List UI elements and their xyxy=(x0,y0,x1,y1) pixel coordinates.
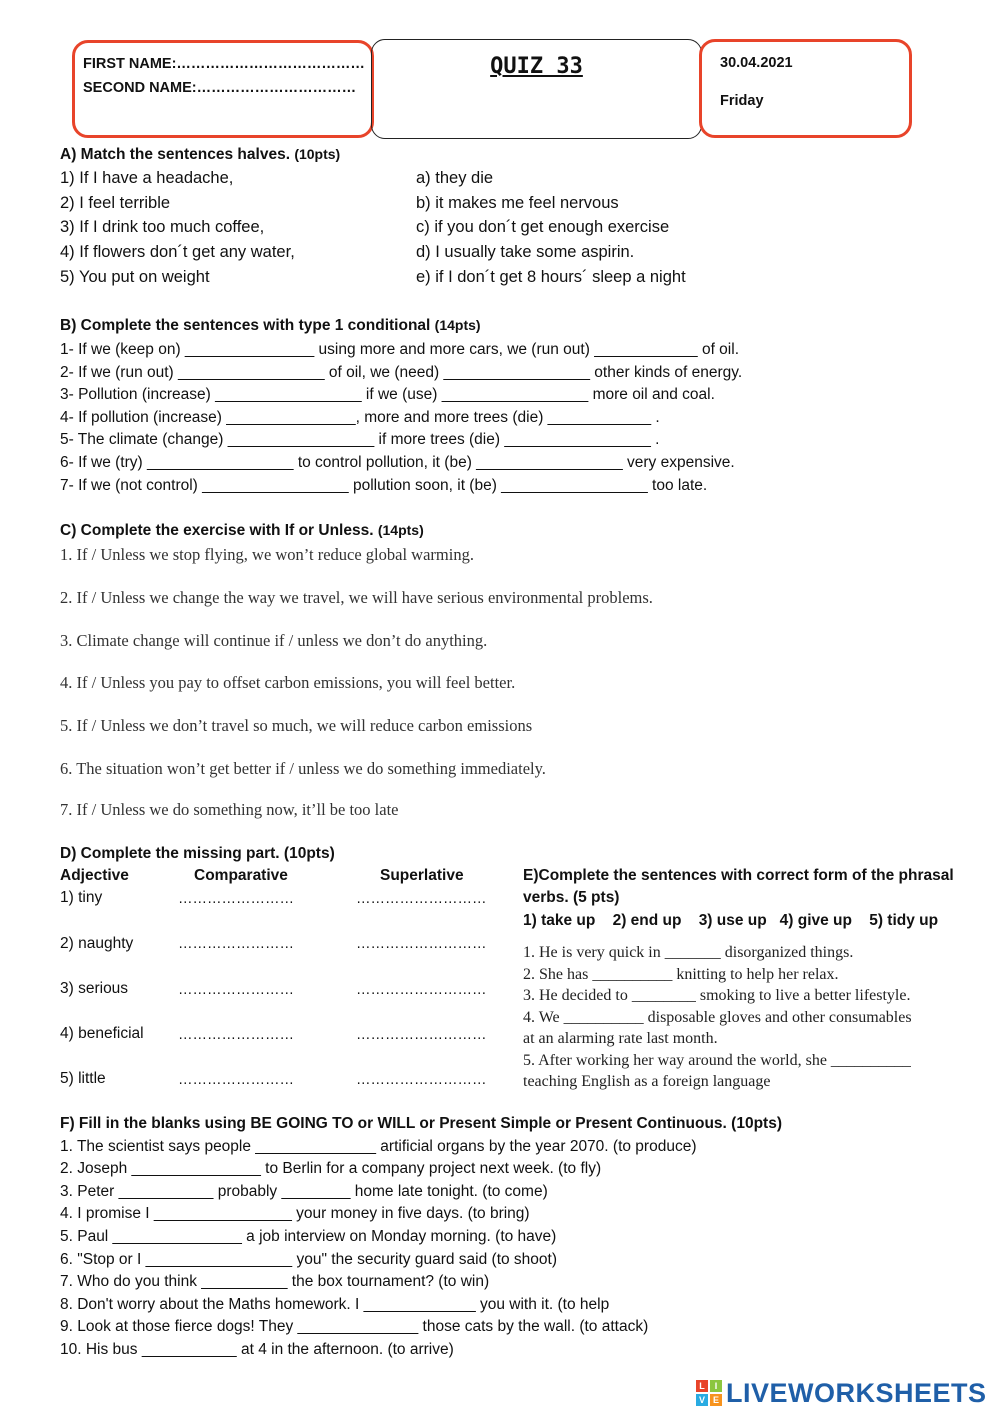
exercise-line[interactable]: 7. If / Unless we do something now, it’ll be too late xyxy=(60,800,399,819)
comparative-blank[interactable]: …………………… xyxy=(178,982,294,998)
match-left-item: 5) You put on weight xyxy=(60,268,210,286)
superlative-blank[interactable]: ……………………… xyxy=(356,891,487,907)
exercise-line[interactable]: 4. I promise I ________________ your money in five days. (to bring) xyxy=(60,1205,530,1222)
exercise-line[interactable]: 7- If we (not control) _________________ pollution soon, it (be) _________________ too late. xyxy=(60,477,708,494)
comparative-blank[interactable]: …………………… xyxy=(178,936,294,952)
exercise-line[interactable]: 7. Who do you think __________ the box tournament? (to win) xyxy=(60,1273,490,1290)
logo-tile: I xyxy=(710,1380,722,1392)
quiz-date: 30.04.2021 xyxy=(720,55,793,71)
exercise-line[interactable]: 1. He is very quick in _______ disorganized things. xyxy=(523,944,854,961)
quiz-title: QUIZ 33 xyxy=(490,54,583,79)
logo-text: LIVEWORKSHEETS xyxy=(726,1377,987,1408)
exercise-line[interactable]: 6- If we (try) _________________ to control pollution, it (be) _________________ very expensive. xyxy=(60,454,735,471)
adjective-cell: 2) naughty xyxy=(60,935,134,952)
adjective-cell: 4) beneficial xyxy=(60,1025,144,1042)
section-e-title: E)Complete the sentences with correct form of the phrasal xyxy=(523,867,954,884)
exercise-line[interactable]: 2. Joseph _______________ to Berlin for a company project next week. (to fly) xyxy=(60,1160,602,1177)
exercise-line[interactable]: 3. Climate change will continue if / unless we don’t do anything. xyxy=(60,631,488,650)
exercise-line[interactable]: 4. If / Unless you pay to offset carbon emissions, you will feel better. xyxy=(60,673,516,692)
exercise-line[interactable]: 10. His bus ___________ at 4 in the afternoon. (to arrive) xyxy=(60,1341,454,1358)
col-header-adjective: Adjective xyxy=(60,867,129,884)
match-left-item: 3) If I drink too much coffee, xyxy=(60,218,265,236)
match-left-item: 1) If I have a headache, xyxy=(60,169,234,187)
exercise-line[interactable]: 4. We __________ disposable gloves and other consumables xyxy=(523,1009,912,1026)
superlative-blank[interactable]: ……………………… xyxy=(356,982,487,998)
match-left-item: 2) I feel terrible xyxy=(60,194,171,212)
exercise-line[interactable]: 5. Paul _______________ a job interview on Monday morning. (to have) xyxy=(60,1228,557,1245)
exercise-line[interactable]: 3. He decided to ________ smoking to live a better lifestyle. xyxy=(523,987,911,1004)
col-header-comparative: Comparative xyxy=(194,867,288,884)
exercise-line[interactable]: 6. "Stop or I _________________ you" the security guard said (to shoot) xyxy=(60,1251,558,1268)
section-a-title: A) Match the sentences halves. (10pts) xyxy=(60,146,341,163)
comparative-blank[interactable]: …………………… xyxy=(178,1027,294,1043)
second-name-field[interactable]: SECOND NAME:…………………………… xyxy=(83,80,357,96)
exercise-line: at an alarming rate last month. xyxy=(523,1030,718,1047)
section-f-title: F) Fill in the blanks using BE GOING TO or WILL or Present Simple or Present Continuous. (10pts) xyxy=(60,1115,782,1132)
liveworksheets-logo[interactable] xyxy=(696,1378,987,1408)
section-b-title: B) Complete the sentences with type 1 conditional (14pts) xyxy=(60,317,481,334)
exercise-line[interactable]: 5. After working her way around the world, she __________ xyxy=(523,1052,911,1069)
adjective-cell: 3) serious xyxy=(60,980,129,997)
section-e-title-cont: verbs. (5 pts) xyxy=(523,889,620,906)
comparative-blank[interactable]: …………………… xyxy=(178,1072,294,1088)
exercise-line[interactable]: 9. Look at those fierce dogs! They ______________ those cats by the wall. (to attack) xyxy=(60,1318,649,1335)
exercise-line[interactable]: 3. Peter ___________ probably ________ home late tonight. (to come) xyxy=(60,1183,548,1200)
exercise-line[interactable]: 4- If pollution (increase) _______________, more and more trees (die) ____________ . xyxy=(60,409,660,426)
superlative-blank[interactable]: ……………………… xyxy=(356,1027,487,1043)
adjective-cell: 5) little xyxy=(60,1070,106,1087)
logo-tile: E xyxy=(710,1394,722,1406)
exercise-line[interactable]: 5- The climate (change) _________________ if more trees (die) _________________ . xyxy=(60,431,660,448)
adjective-cell: 1) tiny xyxy=(60,889,103,906)
match-right-item: e) if I don´t get 8 hours´ sleep a night xyxy=(416,268,686,286)
section-d-title: D) Complete the missing part. (10pts) xyxy=(60,845,335,862)
date-box xyxy=(699,39,912,138)
first-name-field[interactable]: FIRST NAME:………………………………… xyxy=(83,56,365,72)
exercise-line[interactable]: 2. If / Unless we change the way we travel, we will have serious environmental problems. xyxy=(60,588,653,607)
logo-icon xyxy=(696,1380,722,1406)
name-box xyxy=(72,40,374,138)
match-right-item: c) if you don´t get enough exercise xyxy=(416,218,670,236)
superlative-blank[interactable]: ……………………… xyxy=(356,1072,487,1088)
exercise-line[interactable]: 2- If we (run out) _________________ of oil, we (need) _________________ other kinds of energy. xyxy=(60,364,743,381)
quiz-day: Friday xyxy=(720,93,764,109)
exercise-line[interactable]: 8. Don't worry about the Maths homework. I _____________ you with it. (to help xyxy=(60,1296,610,1313)
superlative-blank[interactable]: ……………………… xyxy=(356,936,487,952)
exercise-line[interactable]: 2. She has __________ knitting to help her relax. xyxy=(523,966,839,983)
exercise-line[interactable]: 1. If / Unless we stop flying, we won’t reduce global warming. xyxy=(60,545,474,564)
phrasal-verb-options: 1) take up 2) end up 3) use up 4) give up 5) tidy up xyxy=(523,912,939,929)
match-right-item: b) it makes me feel nervous xyxy=(416,194,619,212)
match-right-item: d) I usually take some aspirin. xyxy=(416,243,635,261)
exercise-line[interactable]: 5. If / Unless we don’t travel so much, we will reduce carbon emissions xyxy=(60,716,533,735)
match-left-item: 4) If flowers don´t get any water, xyxy=(60,243,295,261)
match-right-item: a) they die xyxy=(416,169,494,187)
exercise-line[interactable]: 6. The situation won’t get better if / unless we do something immediately. xyxy=(60,759,546,778)
comparative-blank[interactable]: …………………… xyxy=(178,891,294,907)
title-box xyxy=(371,39,702,139)
section-c-title: C) Complete the exercise with If or Unless. (14pts) xyxy=(60,522,424,539)
exercise-line: teaching English as a foreign language xyxy=(523,1073,771,1090)
exercise-line[interactable]: 1. The scientist says people ______________ artificial organs by the year 2070. (to produce) xyxy=(60,1138,697,1155)
logo-tile: L xyxy=(696,1380,708,1392)
logo-tile: V xyxy=(696,1394,708,1406)
exercise-line[interactable]: 1- If we (keep on) _______________ using more and more cars, we (run out) ____________ of oil. xyxy=(60,341,739,358)
exercise-line[interactable]: 3- Pollution (increase) _________________ if we (use) _________________ more oil and coal. xyxy=(60,386,715,403)
col-header-superlative: Superlative xyxy=(380,867,464,884)
